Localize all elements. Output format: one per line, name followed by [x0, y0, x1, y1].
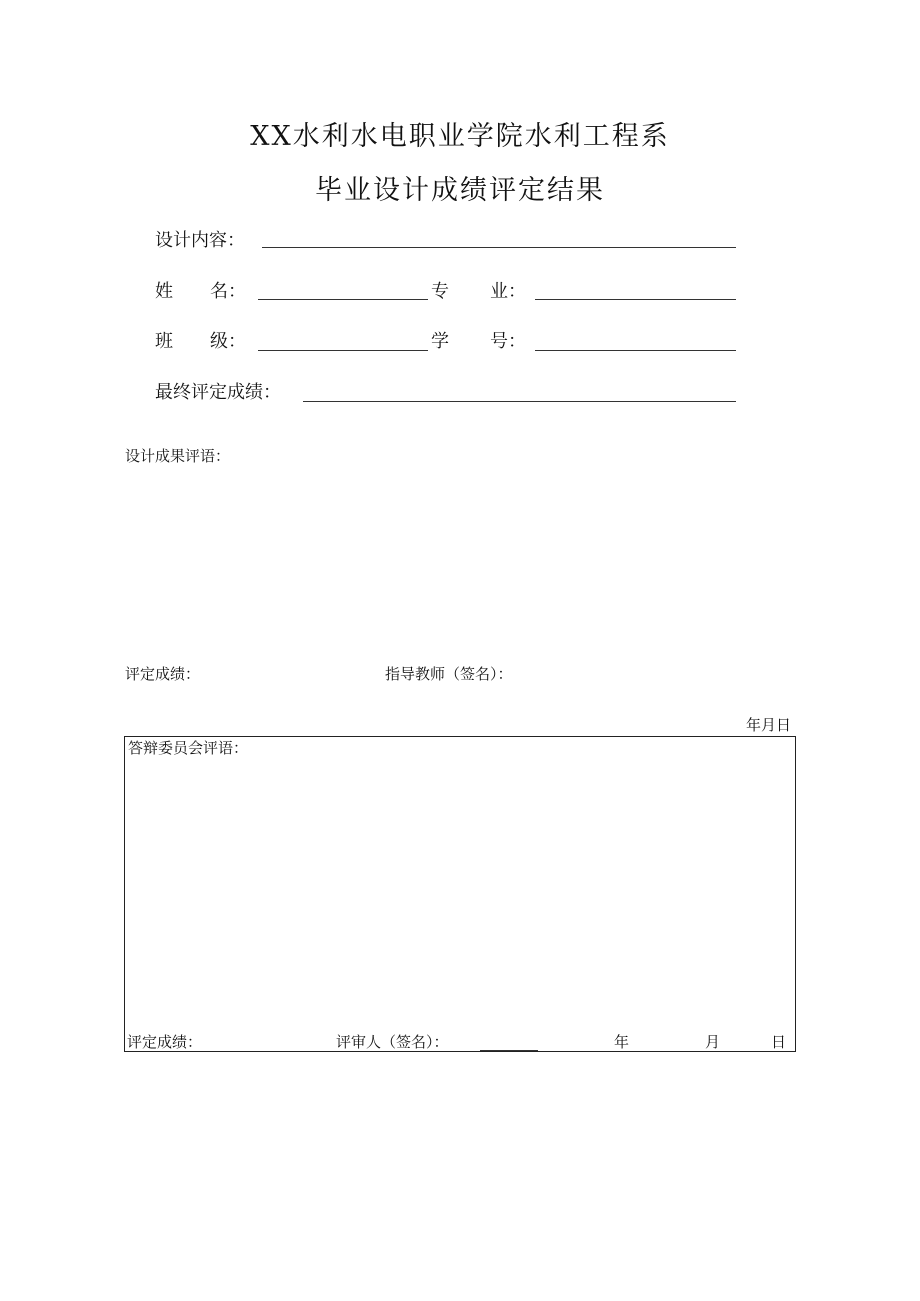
major-label-second-part: 业：	[490, 281, 526, 302]
class-field[interactable]	[258, 350, 428, 351]
advisor-grade-label: 评定成绩：	[125, 665, 201, 683]
design-result-comment-area[interactable]	[125, 470, 795, 650]
design-content-field[interactable]	[262, 247, 736, 248]
name-field[interactable]	[258, 299, 428, 300]
committee-comment-area[interactable]	[128, 762, 792, 1022]
page-title: XX水利水电职业学院水利工程系	[250, 121, 670, 152]
advisor-signature-label: 指导教师（签名）：	[385, 665, 513, 683]
class-label-second-part: 级：	[210, 331, 246, 352]
final-grade-label: 最终评定成绩：	[155, 382, 281, 403]
advisor-date-label: 年月日	[746, 716, 792, 734]
name-label-first-char: 姓	[155, 281, 173, 302]
final-grade-field[interactable]	[303, 401, 736, 402]
class-label-first-char: 班	[155, 331, 173, 352]
committee-day-label: 日	[771, 1033, 787, 1051]
name-label-second-part: 名：	[210, 281, 246, 302]
major-label-first-char: 专	[431, 281, 449, 302]
student-id-label-second-part: 号：	[490, 331, 526, 352]
committee-year-label: 年	[614, 1033, 630, 1051]
committee-month-label: 月	[705, 1033, 721, 1051]
student-id-field[interactable]	[535, 350, 736, 351]
reviewer-signature-field[interactable]	[480, 1050, 538, 1051]
design-content-label: 设计内容：	[155, 230, 245, 251]
committee-grade-label: 评定成绩：	[127, 1033, 203, 1051]
design-result-comment-label: 设计成果评语：	[125, 447, 231, 465]
student-id-label-first-char: 学	[431, 331, 449, 352]
major-field[interactable]	[535, 299, 736, 300]
committee-comment-label: 答辩委员会评语：	[128, 739, 249, 757]
page-subtitle: 毕业设计成绩评定结果	[315, 175, 605, 206]
reviewer-signature-label: 评审人（签名）：	[336, 1033, 449, 1051]
